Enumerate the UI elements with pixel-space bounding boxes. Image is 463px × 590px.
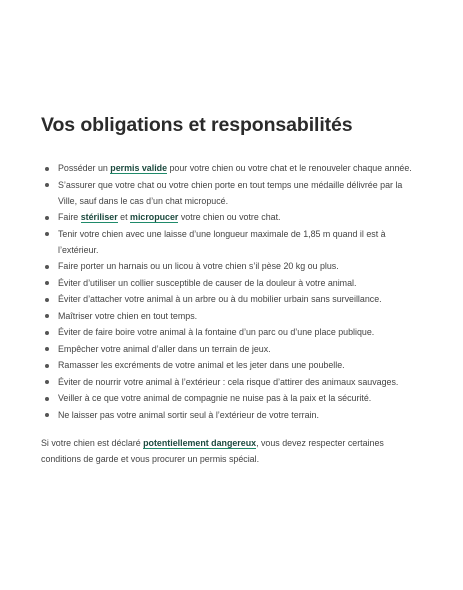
bullet-icon	[45, 314, 49, 318]
list-item: Ne laisser pas votre animal sortir seul à l’extérieur de votre terrain.	[58, 407, 421, 423]
list-item: Éviter de faire boire votre animal à la fontaine d’un parc ou d’une place publique.	[58, 324, 421, 340]
bullet-icon	[45, 281, 49, 285]
bullet-icon	[45, 167, 49, 171]
bullet-icon	[45, 183, 49, 187]
bullet-icon	[45, 265, 49, 269]
potentiellement-dangereux-link[interactable]: potentiellement dangereux	[143, 437, 257, 448]
list-item: Faire stériliser et micropucer votre chien ou votre chat.	[58, 209, 421, 225]
list-item: Empêcher votre animal d’aller dans un terrain de jeux.	[58, 341, 421, 357]
list-item: Veiller à ce que votre animal de compagnie ne nuise pas à la paix et la sécurité.	[58, 390, 421, 406]
list-item: Ramasser les excréments de votre animal et les jeter dans une poubelle.	[58, 357, 421, 373]
bullet-icon	[45, 397, 49, 401]
list-item: Posséder un permis valide pour votre chien ou votre chat et le renouveler chaque année.	[58, 160, 421, 176]
list-item: Éviter d’attacher votre animal à un arbre ou à du mobilier urbain sans surveillance.	[58, 291, 421, 307]
list-item: Éviter de nourrir votre animal à l’extérieur : cela risque d’attirer des animaux sauvages.	[58, 374, 421, 390]
list-item: Éviter d’utiliser un collier susceptible de causer de la douleur à votre animal.	[58, 275, 421, 291]
bullet-icon	[45, 216, 49, 220]
steriliser-link[interactable]: stériliser	[80, 212, 118, 222]
list-item: S’assurer que votre chat ou votre chien porte en tout temps une médaille délivrée par la Ville, sauf dans le cas d’un chat micropucé.	[58, 177, 421, 209]
list-item: Maîtriser votre chien en tout temps.	[58, 308, 421, 324]
bullet-icon	[45, 232, 49, 236]
obligations-section	[41, 112, 421, 467]
list-item: Faire porter un harnais ou un licou à votre chien s’il pèse 20 kg ou plus.	[58, 258, 421, 274]
section-title: Vos obligations et responsabilités	[41, 114, 353, 136]
bullet-icon	[45, 413, 49, 417]
list-item: Tenir votre chien avec une laisse d’une longueur maximale de 1,85 m quand il est à l’extérieur.	[58, 226, 421, 258]
micropucer-link[interactable]: micropucer	[130, 212, 179, 222]
permis-valide-link[interactable]: permis valide	[110, 163, 168, 173]
bullet-icon	[45, 331, 49, 335]
dangerous-dog-note: Si votre chien est déclaré potentiellement dangereux, vous devez respecter certaines conditions de garde et vous procurer un permis spécial.	[41, 437, 384, 464]
bullet-icon	[45, 364, 49, 368]
bullet-icon	[45, 380, 49, 384]
obligations-list	[41, 160, 421, 423]
bullet-icon	[45, 347, 49, 351]
bullet-icon	[45, 298, 49, 302]
